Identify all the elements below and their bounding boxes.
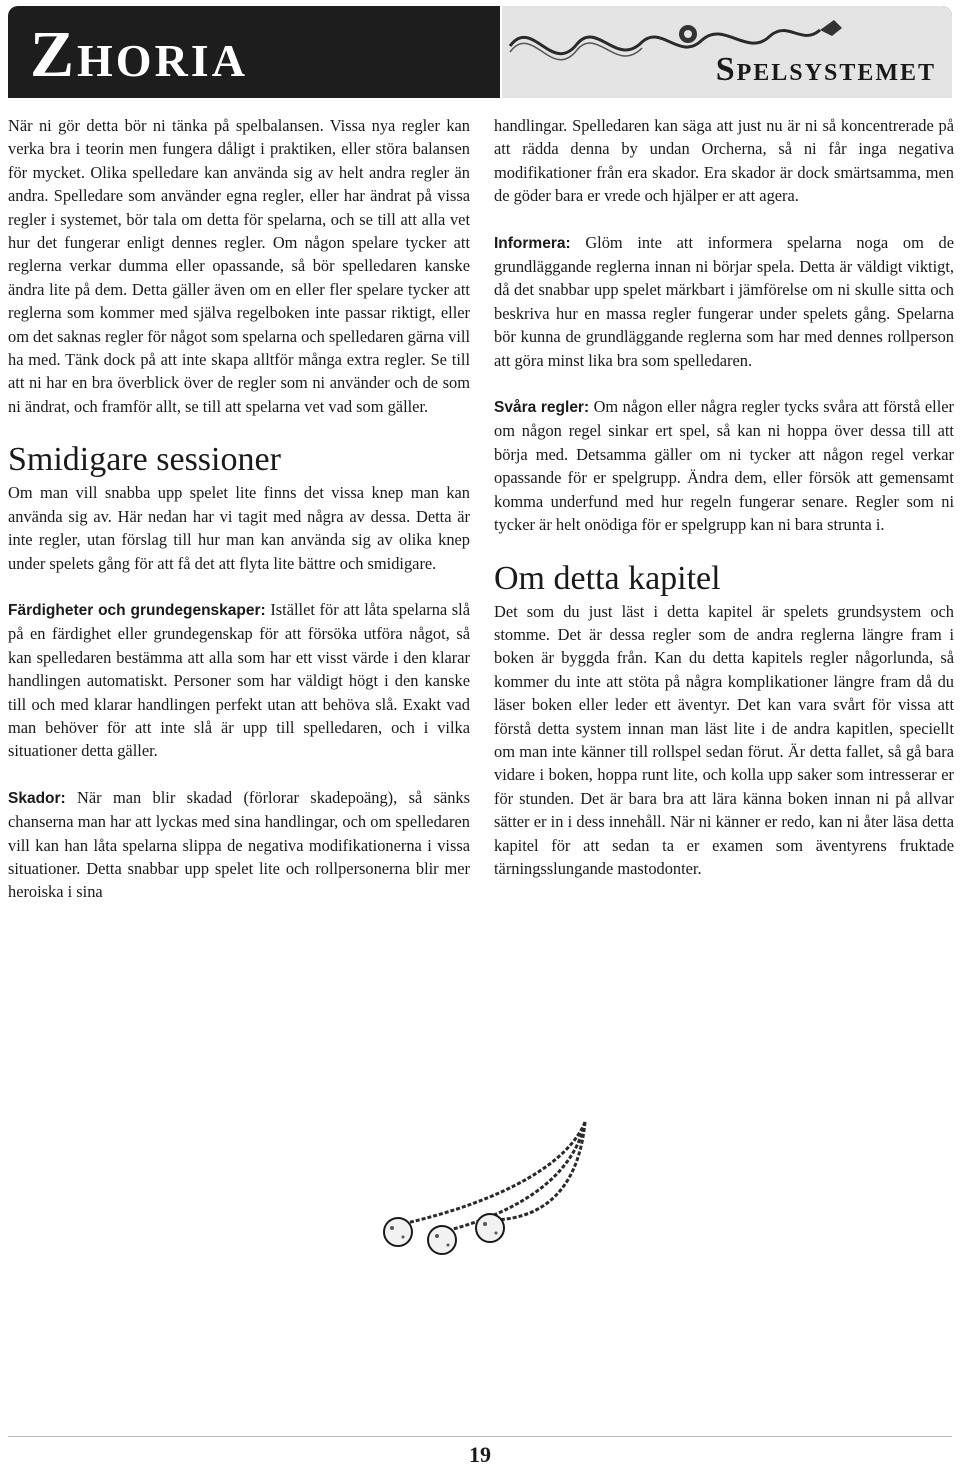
paragraph: När ni gör detta bör ni tänka på spelbalansen. Vissa nya regler kan verka bra i teorin men fungera dåligt i praktiken, eller störa balansen för mycket. Olika spelledare kan använda sig av helt andra regler än andra. Spelledare som använder egna regler, eller har ändrat på vissa regler i systemet, bör tala om detta för spelarna, och se till att alla vet hur det fungerar enligt dennes regler. Om någon spelare tycker att reglerna verkar dumma eller opassande, så bör spelledaren kanske ändra lite på dem. Detta gäller även om en eller fler spelare tycker att reglerna som kommer med själva regelboken inte passar riktigt, eller om det saknas regler för något som spelarna och spelledaren gärna vill ha med. Tänk dock på att inte skapa alltför många extra regler. Se till att ni har en bra överblick över de regler som ni använder och de som ni ändrat, och framför allt, se till att spelarna vet vad som gäller. (8, 116, 470, 416)
paragraph-body: När man blir skadad (förlorar skadepoäng), så sänks chanserna man har att lyckas med sina handlingar, och om spelledaren vill kan han låta spelarna slippa de negativa modifikationerna i vissa situationer. Detta snabbar upp spelet lite och rollpersonerna blir mer heroiska i sina (8, 787, 470, 902)
paragraph: handlingar. Spelledaren kan säga att just nu är ni så koncentrerade på att rädda denna by undan Orcherna, så ni får inga negativa modifikationer från era skador. Era skador är dock smärtsamma, men de göder bara er vrede och hjälper er att agera. (494, 116, 954, 206)
right-column (494, 114, 954, 880)
section-banner (500, 6, 952, 98)
book-title: Zhoria (30, 18, 248, 91)
paragraph (494, 231, 954, 372)
paragraph (8, 786, 470, 904)
paragraph-lead: Informera: (494, 234, 571, 252)
paragraph: Det som du just läst i detta kapitel är spelets grundsystem och stomme. Det är dessa regler som de andra reglerna längre fram i boken är byggda från. Kan du detta kapitels regler någorlunda, så kommer du inte att stöta på några komplikationer längre fram då du läser boken eller leder ett äventyr. Det kan vara svårt för vissa att förstå detta system innan man läst lite i de andra kapitlen, speciellt om man inte känner till rollspel sedan förut. Är detta fallet, så gå bara vidare i boken, hoppa runt lite, och kolla upp saker som intresserar er för stunden. Det är bara bra att lära känna boken innan ni på allvar sätter er in i dess innehåll. När ni känner er redo, kan ni åter läsa detta kapitel för att sedan ta er examen som äventyrens fruktade tärningsslungande mastodonter. (494, 601, 954, 878)
page-number: 19 (469, 1442, 491, 1467)
paragraph-body: Glöm inte att informera spelarna noga om de grundläggande reglerna innan ni börjar spela. Detta är väldigt viktigt, då det snabbar upp spelet märkbart i jämförelse om ni skulle sitta och beskriva hur en massa regler fungerar under spelets gång. Spelarna bör kunna de grundläggande reglerna som har med dennes rollperson att göra minst lika bra som spelledaren. (494, 232, 954, 370)
footer-divider (8, 1436, 952, 1437)
paragraph-body: Om någon eller några regler tycks svåra att förstå eller om någon regel sinkar ert spel, så kan ni hoppa över dessa till att börja med. Detsamma gäller om ni tycker att någon regel verkar opassande för er spelgrupp. Ändra dem, eller försök att gemensamt komma underfund med hur regeln fungerar senare. Regler som ni tycker är helt onödiga för er spelgrupp kan ni bara strunta i. (494, 397, 954, 535)
left-column (8, 114, 470, 904)
paragraph-body: Istället för att låta spelarna slå på en färdighet eller grundegenskap för att försöka utföra något, så kan spelledaren bestämma att alla som har ett visst värde i den klarar handlingen automatiskt. Personer som har väldigt högt i den kanske till och med klarar handlingen perfekt utan att behöva slå. Exakt vad man behöver för att inte slå är upp till spelledaren, och i vilka situationer detta gäller. (8, 599, 470, 761)
bolas-illustration (340, 1120, 620, 1270)
section-heading: Smidigare sessioner (8, 441, 281, 479)
paragraph-lead: Svåra regler: (494, 399, 590, 417)
paragraph-lead: Färdigheter och grundegenskaper: (8, 601, 266, 619)
paragraph: Om man vill snabba upp spelet lite finns det vissa knep man kan använda sig av. Här nedan har vi tagit med några av dessa. Detta är inte regler, utan förslag till hur man kan använda sig av olika knep under spelets gång för att få det att flyta lite bättre och smidigare. (8, 483, 470, 573)
section-title: Spelsystemet (715, 51, 936, 88)
page-header (8, 6, 952, 98)
section-heading: Om detta kapitel (494, 559, 721, 597)
paragraph (8, 598, 470, 763)
paragraph-lead: Skador: (8, 789, 66, 807)
paragraph (494, 395, 954, 536)
